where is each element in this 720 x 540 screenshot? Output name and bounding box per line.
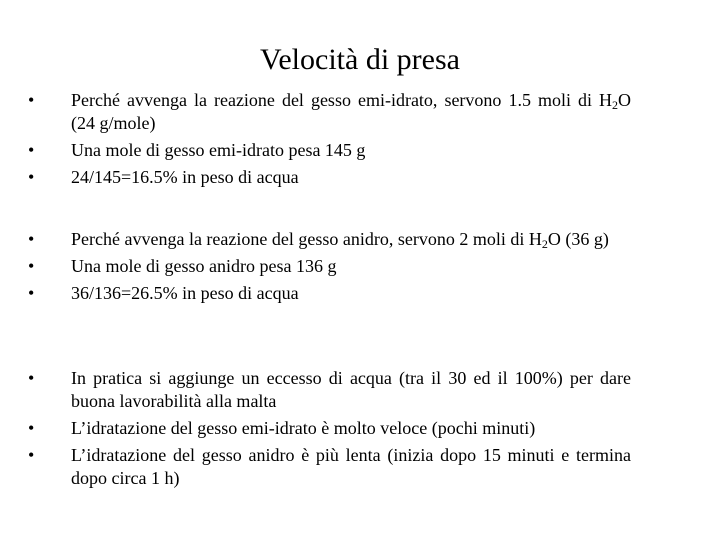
- bullet-icon: •: [28, 256, 35, 276]
- list-item: [0, 139, 720, 162]
- list-item-text: L’idratazione del gesso anidro è più lenta (inizia dopo 15 minuti e termina dopo circa 1 h): [71, 445, 631, 488]
- bullet-icon: •: [28, 229, 35, 249]
- list-item: [0, 255, 720, 278]
- bullet-icon: •: [28, 167, 35, 187]
- list-item-text: 24/145=16.5% in peso di acqua: [71, 167, 299, 187]
- list-item: [0, 444, 720, 490]
- list-item: [0, 417, 720, 440]
- bullet-icon: •: [28, 445, 35, 465]
- slide-title: Velocità di presa: [260, 43, 460, 76]
- list-item: [0, 282, 720, 305]
- list-item-text: In pratica si aggiunge un eccesso di acqua (tra il 30 ed il 100%) per dare buona lavorabilità alla malta: [71, 368, 631, 411]
- bullet-group-pratica: [0, 367, 720, 494]
- list-item-text: Perché avvenga la reazione del gesso emi-idrato, servono 1.5 moli di $H_2O$ (24 g/mole): [71, 90, 631, 133]
- list-item-text: Una mole di gesso anidro pesa 136 g: [71, 256, 337, 276]
- bullet-group-emi-idrato: [0, 89, 720, 193]
- bullet-icon: •: [28, 418, 35, 438]
- list-item-text: L’idratazione del gesso emi-idrato è molto veloce (pochi minuti): [71, 418, 536, 438]
- list-item: [0, 228, 720, 251]
- list-item-text: Una mole di gesso emi-idrato pesa 145 g: [71, 140, 366, 160]
- list-item: [0, 89, 720, 135]
- bullet-icon: •: [28, 90, 35, 110]
- list-item: [0, 166, 720, 189]
- list-item: [0, 367, 720, 413]
- bullet-icon: •: [28, 283, 35, 303]
- list-item-text: Perché avvenga la reazione del gesso anidro, servono 2 moli di $H_2O$ (36 g): [71, 229, 609, 251]
- bullet-icon: •: [28, 140, 35, 160]
- list-item-text: 36/136=26.5% in peso di acqua: [71, 283, 299, 303]
- bullet-icon: •: [28, 368, 35, 388]
- bullet-group-anidro: [0, 228, 720, 309]
